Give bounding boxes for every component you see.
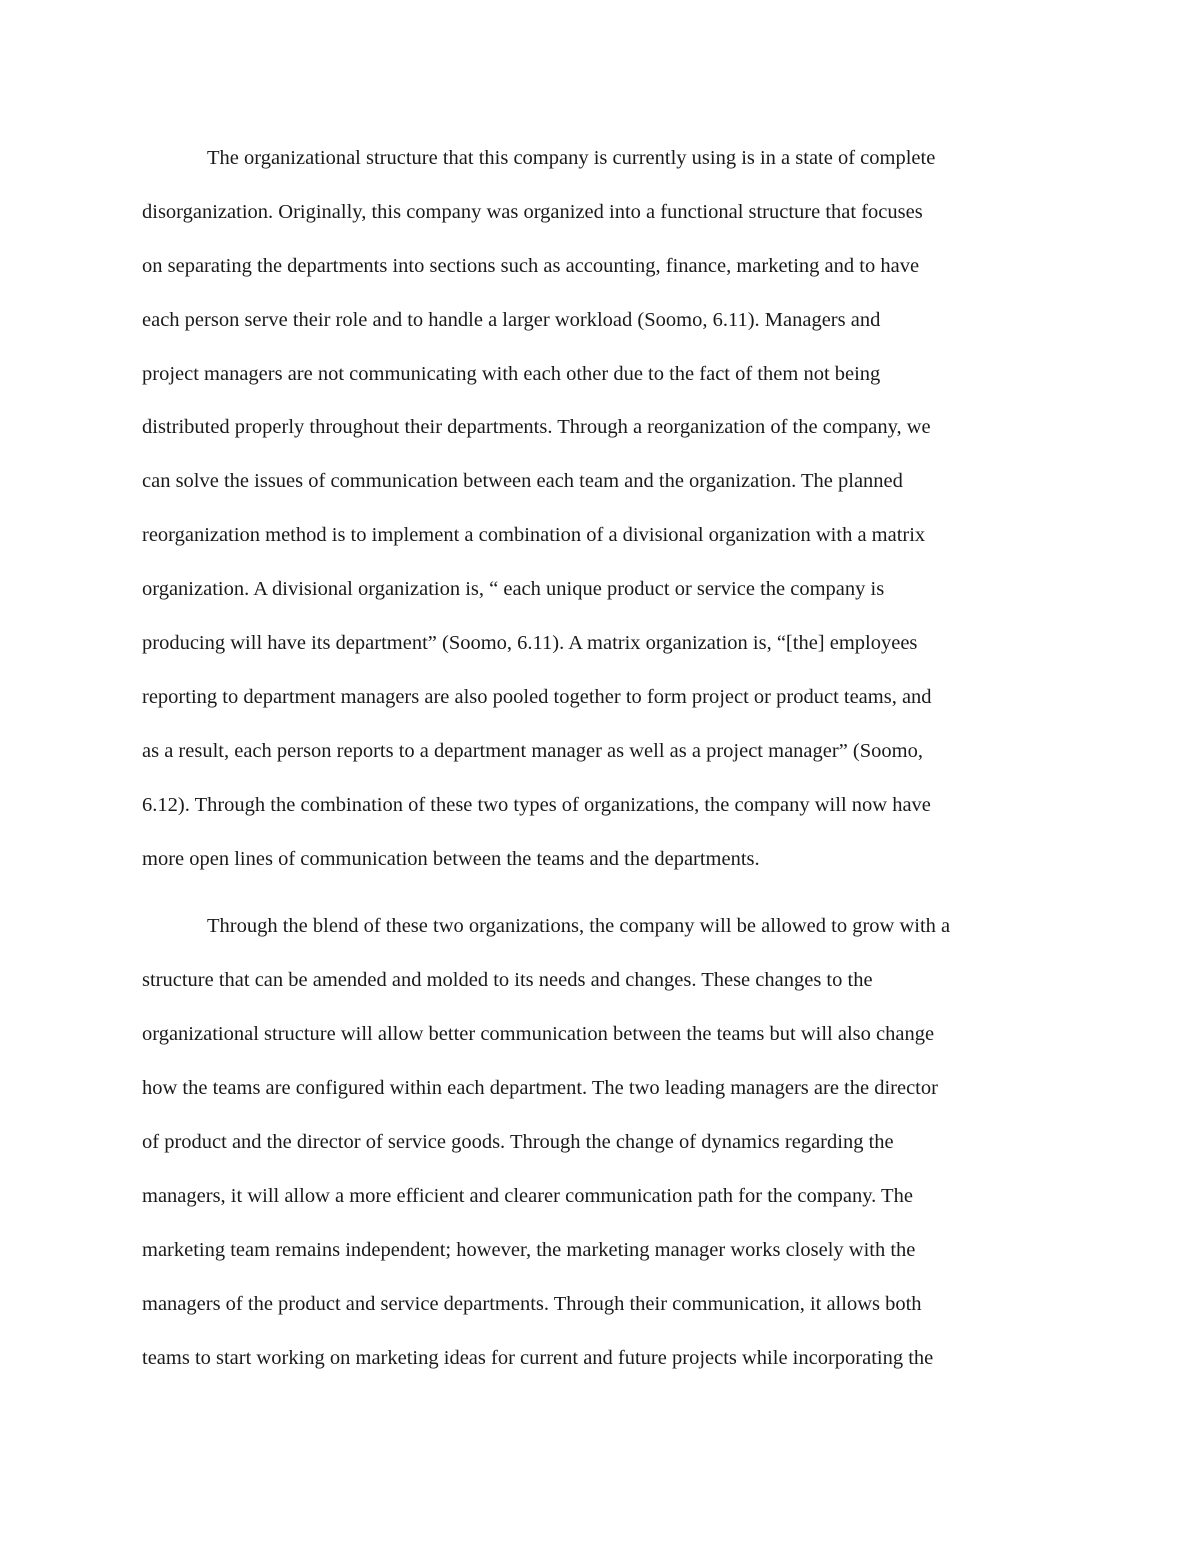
paragraph-line: on separating the departments into sections such as accounting, finance, marketing and to have	[142, 254, 920, 277]
paragraph-line: distributed properly throughout their departments. Through a reorganization of the company, we	[142, 416, 931, 439]
paragraph-line: of product and the director of service goods. Through the change of dynamics regarding the	[142, 1131, 894, 1154]
paragraph-line: structure that can be amended and molded to its needs and changes. These changes to the	[142, 969, 873, 992]
paragraph-1	[142, 140, 1072, 894]
paragraph-line: producing will have its department” (Soomo, 6.11). A matrix organization is, “[the] employees	[142, 632, 918, 655]
paragraph-line: managers, it will allow a more efficient and clearer communication path for the company. The	[142, 1184, 913, 1207]
paragraph-line: 6.12). Through the combination of these two types of organizations, the company will now have	[142, 793, 931, 816]
paragraph-line: reorganization method is to implement a combination of a divisional organization with a matrix	[142, 524, 926, 547]
paragraph-line: organizational structure will allow better communication between the teams but will also change	[142, 1023, 935, 1046]
paragraph-line: how the teams are configured within each department. The two leading managers are the director	[142, 1077, 938, 1100]
paragraph-2	[142, 908, 1072, 1393]
paragraph-line: The organizational structure that this company is currently using is in a state of complete	[207, 147, 936, 169]
paragraph-line: marketing team remains independent; however, the marketing manager works closely with the	[142, 1238, 916, 1261]
document-body	[142, 140, 1072, 1393]
paragraph-line: managers of the product and service departments. Through their communication, it allows both	[142, 1292, 922, 1315]
paragraph-line: teams to start working on marketing ideas for current and future projects while incorporating the	[142, 1346, 934, 1369]
paragraph-line: can solve the issues of communication between each team and the organization. The planned	[142, 470, 903, 493]
paragraph-line: Through the blend of these two organizations, the company will be allowed to grow with a	[207, 915, 951, 938]
paragraph-line: disorganization. Originally, this company was organized into a functional structure that focuses	[142, 200, 923, 223]
paragraph-line: each person serve their role and to handle a larger workload (Soomo, 6.11). Managers and	[142, 308, 881, 331]
paragraph-line: more open lines of communication between the teams and the departments.	[142, 847, 760, 870]
paragraph-line: organization. A divisional organization is, “ each unique product or service the company is	[142, 578, 885, 601]
paragraph-spacer	[142, 894, 1072, 908]
paragraph-line: reporting to department managers are also pooled together to form project or product teams, and	[142, 685, 932, 708]
paragraph-line: as a result, each person reports to a department manager as well as a project manager” (Soomo,	[142, 739, 923, 762]
paragraph-line: project managers are not communicating with each other due to the fact of them not being	[142, 362, 881, 385]
